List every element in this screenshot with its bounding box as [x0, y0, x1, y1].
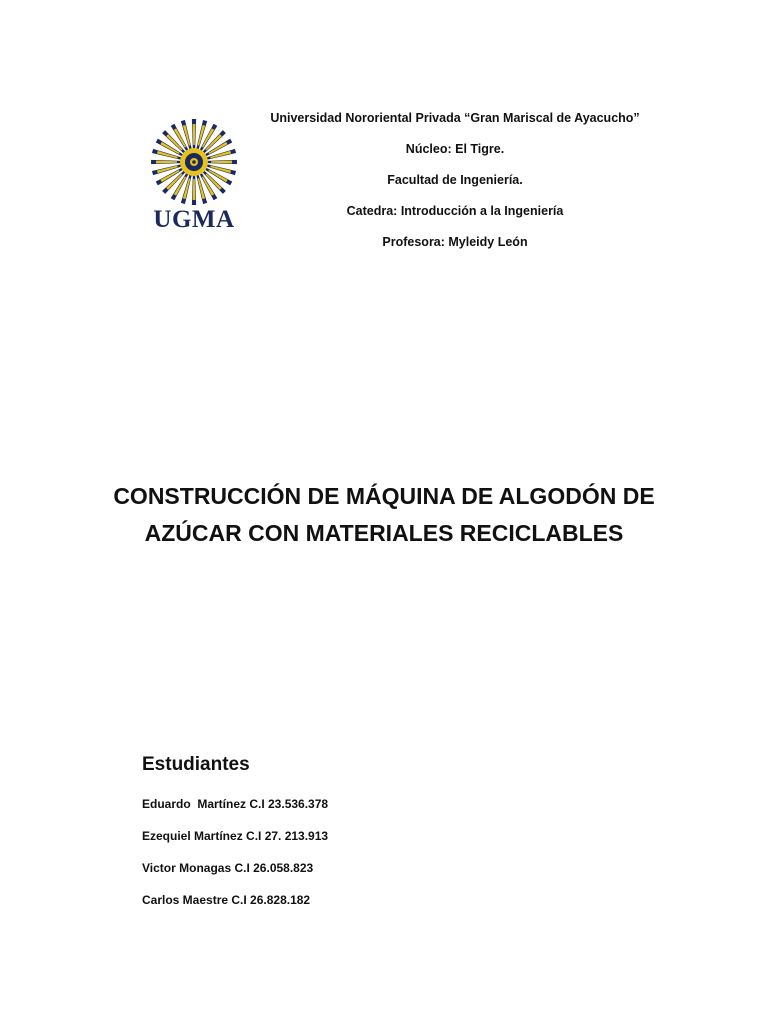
- campus-line: Núcleo: El Tigre.: [405, 142, 505, 156]
- title-line-1: CONSTRUCCIÓN DE MÁQUINA DE ALGODÓN DE: [113, 483, 655, 509]
- student-item: Carlos Maestre C.I 26.828.182: [142, 893, 311, 907]
- student-item: Ezequiel Martínez C.I 27. 213.913: [142, 829, 329, 843]
- student-item: Eduardo Martínez C.I 23.536.378: [142, 797, 329, 811]
- ugma-sunburst-icon: [136, 118, 252, 206]
- student-item: Victor Monagas C.I 26.058.823: [142, 861, 314, 875]
- faculty-line: Facultad de Ingeniería.: [387, 173, 523, 187]
- title-line-2: AZÚCAR CON MATERIALES RECICLABLES: [144, 520, 624, 546]
- logo-text: UGMA: [153, 206, 235, 233]
- university-name: Universidad Nororiental Privada “Gran Mariscal de Ayacucho”: [270, 111, 640, 125]
- professor-line: Profesora: Myleidy León: [382, 235, 528, 249]
- students-heading: Estudiantes: [142, 754, 250, 775]
- document-title: [100, 478, 668, 552]
- institution-header: [250, 109, 660, 264]
- ugma-logo: [136, 118, 252, 242]
- students-list: [142, 795, 328, 923]
- course-line: Catedra: Introducción a la Ingeniería: [346, 204, 564, 218]
